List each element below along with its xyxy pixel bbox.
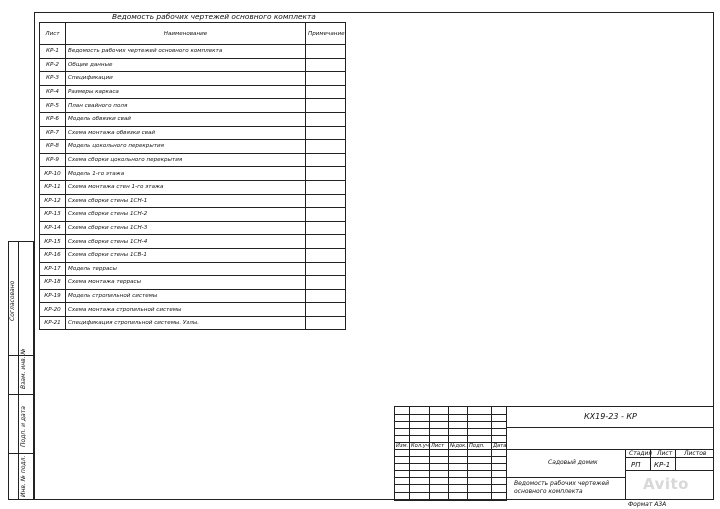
sheet-value: КР-1 [654,461,671,469]
sheet-name-cell: Ведомость рабочих чертежей основного комплекта [66,45,306,59]
revision-grid-cell [394,492,410,501]
table-row [40,99,346,113]
sheet-code-cell: КР-7 [40,126,66,140]
table-row [40,140,346,154]
document-code: КХ19-23 - КР [584,412,637,421]
sheet-name-cell: Схема сборки стены 1СН-1 [66,194,306,208]
sheet-note-cell [306,99,346,113]
sheet-code-cell: КР-5 [40,99,66,113]
sheet-code-cell: КР-10 [40,167,66,181]
table-row [40,180,346,194]
sheet-note-cell [306,208,346,222]
drawing-title: Ведомость рабочих чертежей основного комплекта [514,480,610,495]
revision-grid-cell [467,492,492,501]
sheet-note-cell [306,112,346,126]
sheet-code-cell: КР-6 [40,112,66,126]
sheet-note-cell [306,276,346,290]
table-row [40,72,346,86]
table-row [40,194,346,208]
table-row [40,45,346,59]
table-row [40,276,346,290]
sheet-code-cell: КР-2 [40,58,66,72]
table-row [40,248,346,262]
sheet-name-cell: Модель стропильной системы [66,289,306,303]
sheet-note-cell [306,289,346,303]
sheet-name-cell: Спецификация стропильной системы. Узлы. [66,316,306,330]
sheet-note-cell [306,303,346,317]
sheet-note-cell [306,45,346,59]
revision-header: №док. [450,443,467,449]
sheet-code-cell: КР-18 [40,276,66,290]
inv-original-label: Инв. № подл. [20,455,27,497]
table-row [40,112,346,126]
sheet-name-cell: Модель обвязки свай [66,112,306,126]
col-header-sheet: Лист [40,23,66,45]
sheet-note-cell [306,153,346,167]
table-row [40,303,346,317]
agreed-label: Согласовано [9,280,16,321]
table-row [40,167,346,181]
sheet-note-cell [306,221,346,235]
sheet-name-cell: Модель 1-го этажа [66,167,306,181]
table-row [40,221,346,235]
revision-grid-cell [429,492,449,501]
side-stamp [8,241,34,500]
stage-value: РП [631,461,641,469]
sheet-note-cell [306,126,346,140]
sheet-note-cell [306,140,346,154]
sheet-note-cell [306,248,346,262]
sheet-code-cell: КР-19 [40,289,66,303]
replaced-inv-label: Взам. инв. № [20,348,27,389]
sheet-code-cell: КР-1 [40,45,66,59]
sheet-name-cell: Схема сборки цокольного перекрытия [66,153,306,167]
table-row [40,126,346,140]
sheet-name-cell: Спецификации [66,72,306,86]
table-row [40,208,346,222]
sheet-label: Лист [657,450,673,457]
sheet-code-cell: КР-14 [40,221,66,235]
sheet-code-cell: КР-3 [40,72,66,86]
sheet-name-cell: Модель цокольного перекрытия [66,140,306,154]
table-row [40,289,346,303]
table-row [40,262,346,276]
table-row [40,58,346,72]
sheet-name-cell: Схема монтажа стен 1-го этажа [66,180,306,194]
col-header-name: Наименование [66,23,306,45]
sheet-code-cell: КР-20 [40,303,66,317]
sheet-name-cell: Схема сборки стены 1СВ-1 [66,248,306,262]
sheet-code-cell: КР-9 [40,153,66,167]
sheet-register-table [39,22,346,330]
revision-header: Лист [431,443,445,449]
sheet-code-cell: КР-16 [40,248,66,262]
sheet-note-cell [306,194,346,208]
sheet-name-cell: Размеры каркаса [66,85,306,99]
avito-watermark: Avito [643,475,689,493]
sheet-name-cell: Схема сборки стены 1СН-3 [66,221,306,235]
sheet-note-cell [306,180,346,194]
revision-header: Подп. [469,443,485,449]
sheet-code-cell: КР-8 [40,140,66,154]
sheet-note-cell [306,72,346,86]
sheet-name-cell: Схема сборки стены 1СН-2 [66,208,306,222]
revision-grid-cell [448,492,468,501]
sheets-label: Листов [684,450,707,457]
sheet-note-cell [306,262,346,276]
format-label: Формат А3А [628,501,667,508]
object-name: Садовый домик [548,459,598,466]
revision-header: Дата [493,443,507,449]
sheet-name-cell: Модель террасы [66,262,306,276]
sheet-name-cell: Схема сборки стены 1СН-4 [66,235,306,249]
sheet-code-cell: КР-17 [40,262,66,276]
revision-grid-cell [491,492,507,501]
sheet-code-cell: КР-13 [40,208,66,222]
revision-header: Изм. [396,443,409,449]
revision-header: Кол.уч [411,443,429,449]
sheet-list-title: Ведомость рабочих чертежей основного комплекта [112,12,316,21]
sheet-code-cell: КР-11 [40,180,66,194]
sheet-code-cell: КР-4 [40,85,66,99]
sheet-note-cell [306,316,346,330]
table-row [40,316,346,330]
table-row [40,153,346,167]
sheet-note-cell [306,235,346,249]
sheet-name-cell: Схема монтажа террасы [66,276,306,290]
stage-label: Стадия [629,450,653,457]
table-row [40,85,346,99]
sheet-code-cell: КР-15 [40,235,66,249]
sheet-note-cell [306,58,346,72]
sheet-note-cell [306,85,346,99]
col-header-note: Примечание [306,23,346,45]
revision-grid-cell [409,492,430,501]
table-row [40,235,346,249]
sheet-code-cell: КР-12 [40,194,66,208]
sheet-name-cell: План свайного поля [66,99,306,113]
sheet-name-cell: Общие данные [66,58,306,72]
sheet-note-cell [306,167,346,181]
sheet-name-cell: Схема монтажа стропильной системы [66,303,306,317]
sheet-code-cell: КР-21 [40,316,66,330]
sign-date-label: Подп. и дата [20,406,27,447]
sheet-name-cell: Схема монтажа обвязки свай [66,126,306,140]
